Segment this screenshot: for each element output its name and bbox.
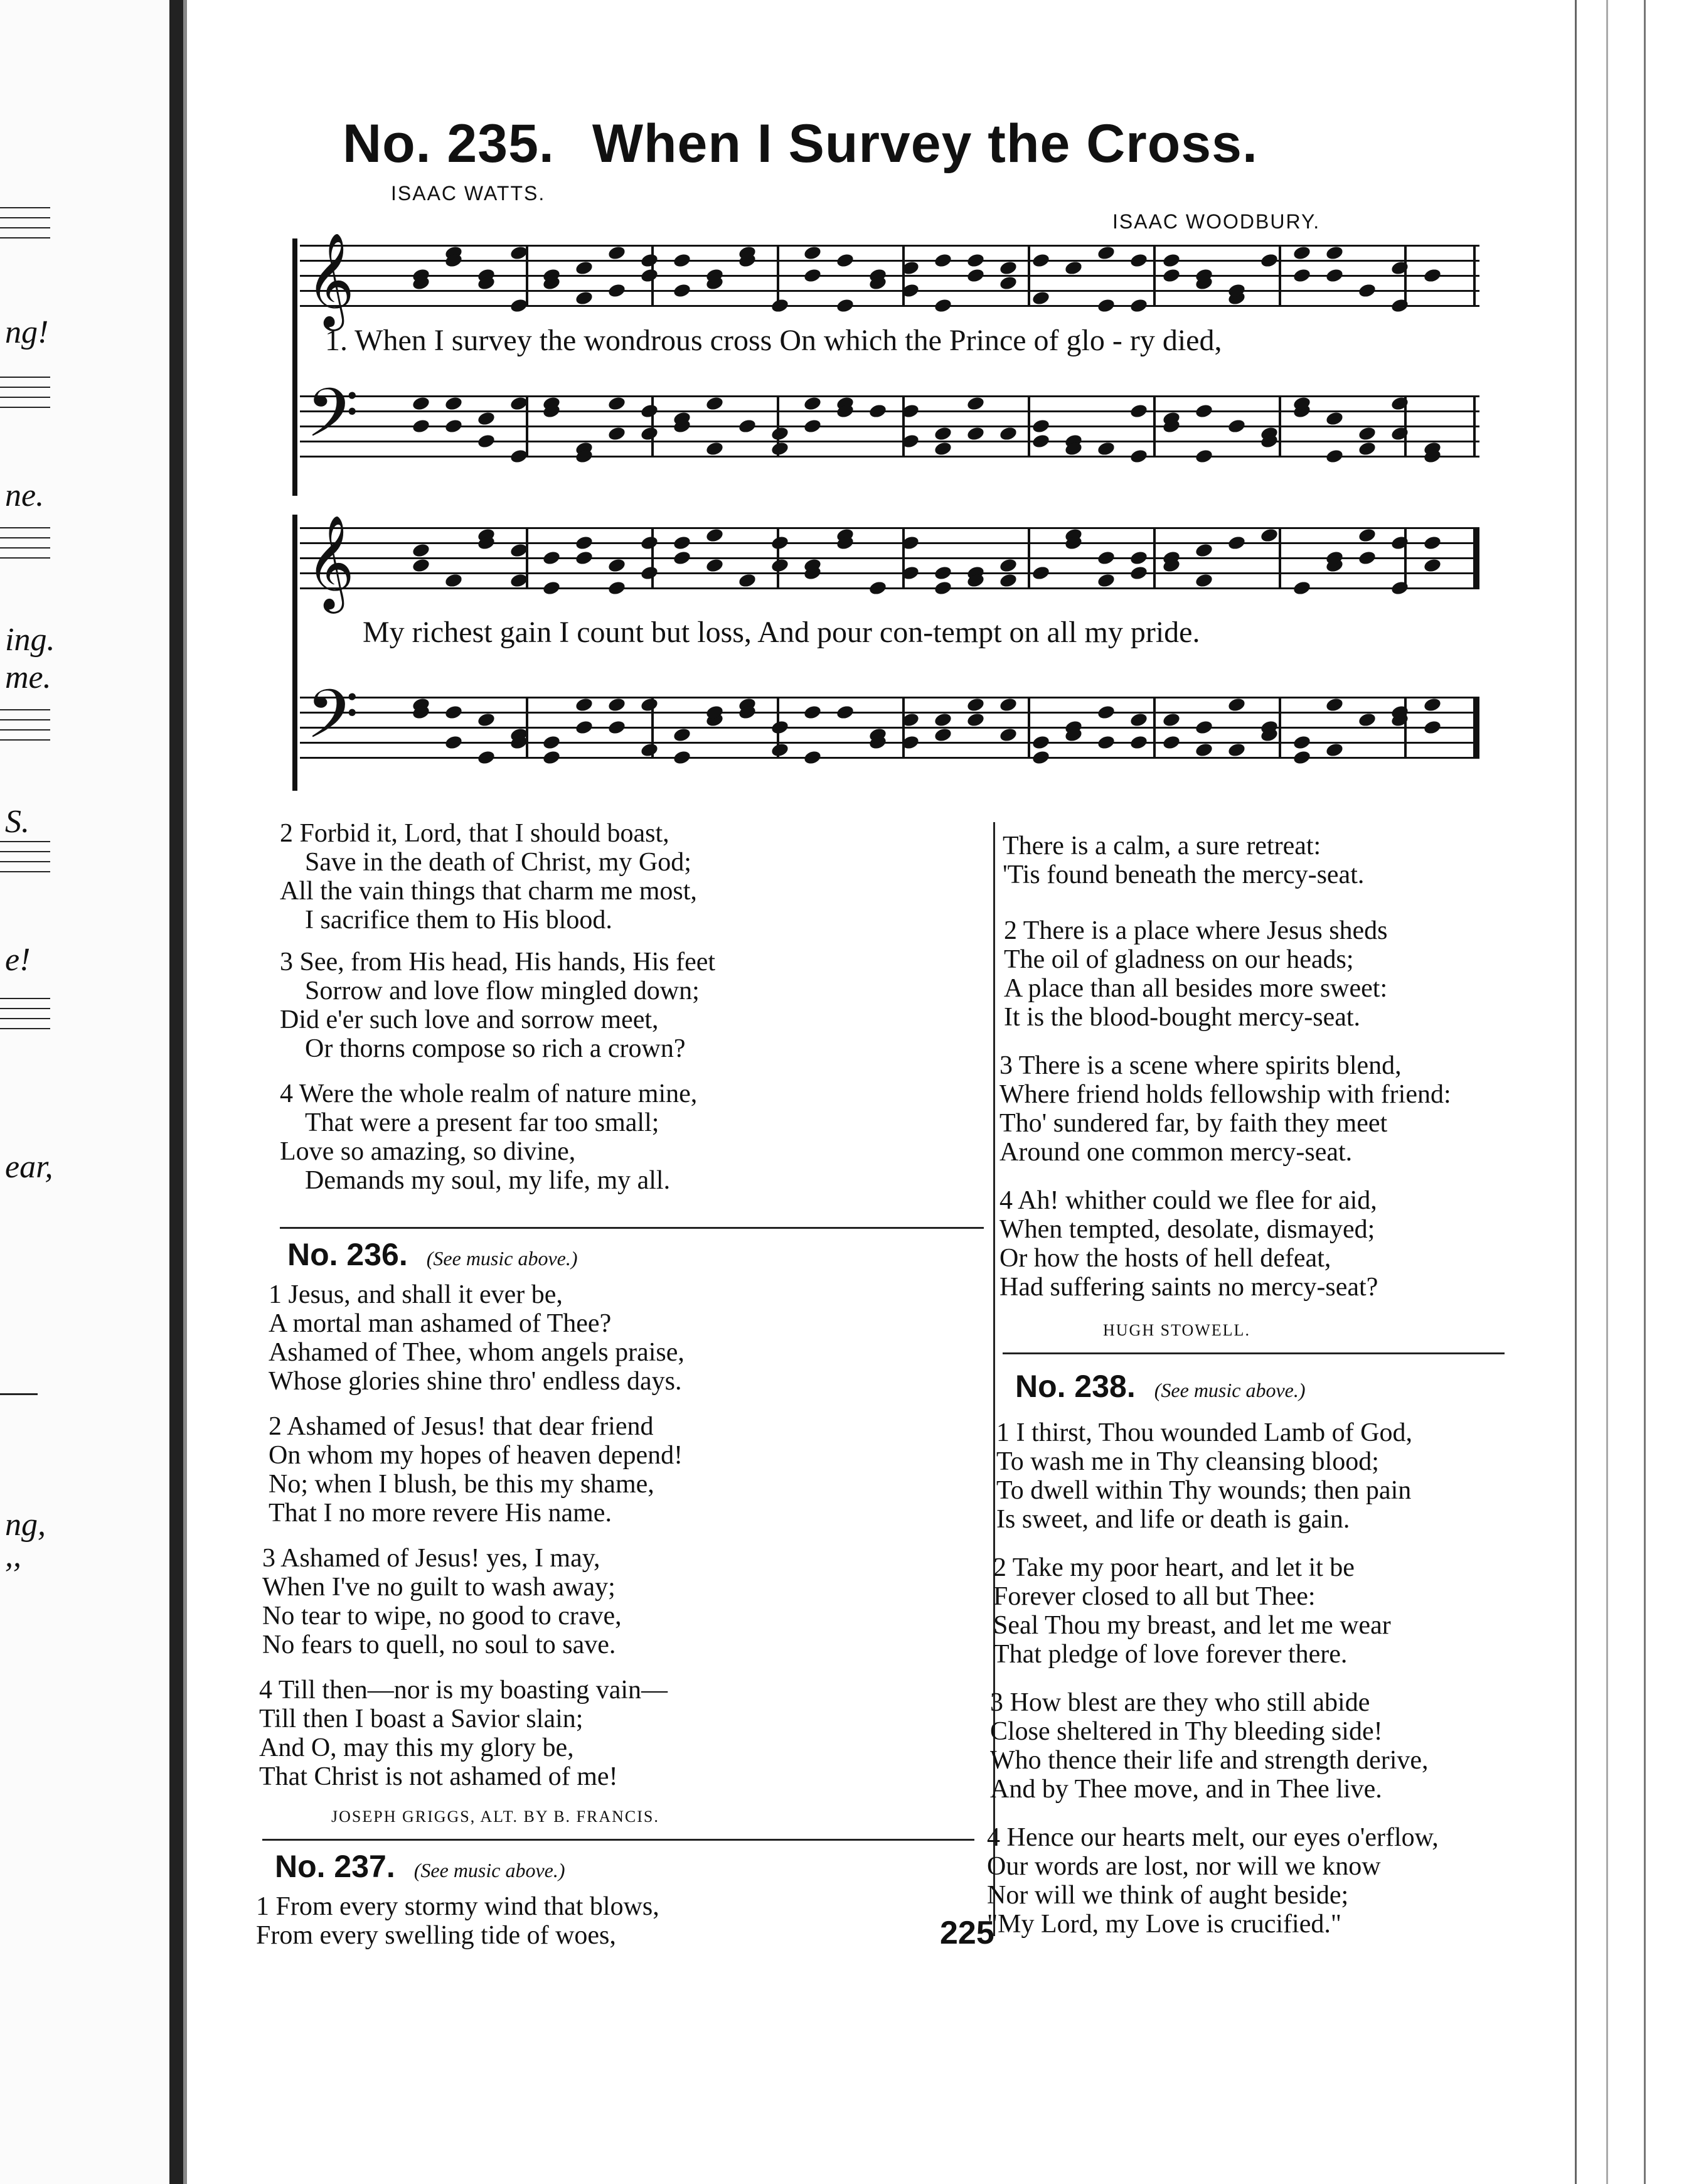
barline: [1404, 527, 1407, 589]
margin-fragment: ,,: [5, 1538, 21, 1574]
note-head: [1423, 535, 1442, 551]
note-head: [575, 697, 594, 713]
note-head: [1195, 448, 1214, 464]
section-divider: [1003, 1352, 1505, 1354]
barline: [1279, 245, 1281, 307]
note-head: [836, 252, 855, 269]
system-bracket: [292, 515, 297, 791]
hymn-237-header: No. 237. (See music above.): [275, 1849, 565, 1884]
note-head: [640, 267, 659, 284]
note-head: [1227, 418, 1247, 434]
note-head: [934, 426, 953, 442]
note-head: [575, 550, 594, 566]
note-head: [1129, 734, 1149, 751]
note-head: [673, 282, 692, 299]
note-head: [966, 252, 986, 269]
note-head: [934, 712, 953, 728]
note-head: [640, 697, 659, 713]
note-head: [1358, 550, 1377, 566]
note-head: [1064, 260, 1084, 276]
note-head: [412, 542, 431, 559]
note-head: [1097, 550, 1116, 566]
note-head: [966, 712, 986, 728]
note-head: [607, 282, 627, 299]
note-head: [770, 426, 790, 442]
facing-page-edge: [0, 0, 169, 2184]
note-head: [1129, 297, 1149, 314]
note-head: [934, 252, 953, 269]
note-head: [1358, 282, 1377, 299]
note-head: [1325, 742, 1345, 758]
note-head: [640, 535, 659, 551]
hymn-238-header: No. 238. (See music above.): [1015, 1369, 1306, 1404]
note-head: [607, 697, 627, 713]
note-head: [770, 719, 790, 736]
hymn-236-verse-4: 4 Till then—nor is my boasting vain— Till then I boast a Savior slain; And O, may this my glory be, That Christ is not ashamed of me!: [259, 1676, 668, 1791]
hymn-236-author: JOSEPH GRIGGS, ALT. BY B. FRANCIS.: [331, 1807, 659, 1826]
note-head: [738, 572, 757, 589]
hymn-237-verse-3: 3 There is a scene where spirits blend, Where friend holds fellowship with friend: Tho' sundered far, by faith they meet Around one common mercy-seat.: [999, 1051, 1451, 1167]
note-head: [477, 712, 496, 728]
note-head: [640, 403, 659, 419]
note-head: [1260, 252, 1279, 269]
note-head: [640, 252, 659, 269]
note-head: [444, 395, 464, 412]
note-head: [999, 557, 1018, 574]
note-head: [1129, 550, 1149, 566]
note-head: [836, 297, 855, 314]
section-divider: [280, 1227, 984, 1229]
hymn-237-verse-4: 4 Ah! whither could we flee for aid, When tempted, desolate, dismayed; Or how the hosts of hell defeat, Had suffering saints no mercy-seat?: [999, 1186, 1378, 1302]
note-head: [934, 565, 953, 581]
note-head: [1031, 565, 1051, 581]
note-head: [770, 535, 790, 551]
note-head: [966, 395, 986, 412]
hymn-235-verse-2: 2 Forbid it, Lord, that I should boast, Save in the death of Christ, my God; All the vain things that charm me most, I sacrifice them to His blood.: [280, 819, 697, 934]
barline: [1473, 395, 1476, 458]
hymn-235-verse-4: 4 Were the whole realm of nature mine, That were a present far too small; Love so amazing, so divine, Demands my soul, my life, my all.: [280, 1079, 698, 1195]
note-head: [705, 395, 725, 412]
note-head: [477, 433, 496, 449]
section-divider: [262, 1839, 974, 1841]
note-head: [966, 426, 986, 442]
music-fragment: [0, 998, 50, 1048]
hymn-237-author: HUGH STOWELL.: [1103, 1321, 1250, 1339]
hymn-number: No. 235.: [343, 114, 555, 174]
treble-clef-icon: 𝄞: [306, 514, 354, 609]
barline: [1473, 527, 1479, 589]
note-head: [1162, 712, 1181, 728]
note-head: [444, 572, 464, 589]
barline: [1279, 697, 1281, 759]
note-head: [673, 550, 692, 566]
barline: [1028, 527, 1030, 589]
note-head: [1292, 734, 1312, 751]
note-head: [1358, 426, 1377, 442]
note-head: [1195, 572, 1214, 589]
note-head: [575, 290, 594, 306]
note-head: [836, 704, 855, 720]
note-head: [705, 557, 725, 574]
divider: [0, 1393, 38, 1395]
note-head: [1227, 742, 1247, 758]
hymn-237-verse-2: 2 There is a place where Jesus sheds The oil of gladness on our heads; A place than all besides more sweet: It is the blood-bought mercy-seat.: [1004, 916, 1388, 1032]
note-head: [868, 403, 888, 419]
barline: [1153, 697, 1156, 759]
note-head: [1423, 697, 1442, 713]
note-head: [999, 697, 1018, 713]
barline: [1153, 245, 1156, 307]
hymn-237-verse-1: 1 From every stormy wind that blows, From every swelling tide of woes,: [256, 1892, 659, 1950]
note-head: [1325, 267, 1345, 284]
note-head: [1162, 267, 1181, 284]
note-head: [1031, 290, 1051, 306]
note-head: [966, 697, 986, 713]
note-head: [444, 704, 464, 720]
note-head: [607, 245, 627, 261]
note-head: [673, 749, 692, 766]
note-head: [1031, 252, 1051, 269]
barline: [1028, 697, 1030, 759]
note-head: [1129, 565, 1149, 581]
note-head: [999, 275, 1018, 291]
page-number: 225: [940, 1915, 994, 1951]
note-head: [934, 297, 953, 314]
note-head: [1325, 245, 1345, 261]
hymn-236-verse-1: 1 Jesus, and shall it ever be, A mortal man ashamed of Thee? Ashamed of Thee, whom angels praise, Whose glories shine thro' endless days.: [269, 1280, 685, 1396]
margin-fragment: ear,: [5, 1149, 53, 1185]
words-author: ISAAC WATTS.: [391, 182, 546, 205]
note-head: [868, 580, 888, 596]
music-fragment: [0, 841, 50, 891]
music-system-1: [300, 226, 1479, 508]
note-head: [934, 580, 953, 596]
page-title: [343, 113, 1258, 175]
bass-staff: [300, 373, 1479, 469]
hymn-238-verse-4: 4 Hence our hearts melt, our eyes o'erflow, Our words are lost, nor will we know Nor will we think of aught beside; "My Lord, my Love is crucified.": [987, 1823, 1439, 1939]
note-head: [1097, 734, 1116, 751]
note-head: [1292, 749, 1312, 766]
note-head: [803, 749, 823, 766]
margin-fragment: ing.: [5, 622, 55, 658]
barline: [902, 395, 905, 458]
note-head: [640, 565, 659, 581]
note-head: [1097, 704, 1116, 720]
note-head: [705, 441, 725, 457]
note-head: [803, 418, 823, 434]
note-head: [1162, 734, 1181, 751]
barline: [1153, 395, 1156, 458]
note-head: [1423, 557, 1442, 574]
margin-fragment: ng,: [5, 1507, 46, 1543]
note-head: [575, 260, 594, 276]
note-head: [770, 441, 790, 457]
note-head: [1325, 410, 1345, 427]
note-head: [803, 245, 823, 261]
note-head: [705, 527, 725, 543]
note-head: [1097, 441, 1116, 457]
note-head: [673, 252, 692, 269]
note-head: [607, 395, 627, 412]
note-head: [607, 580, 627, 596]
note-head: [934, 441, 953, 457]
book-gutter: [169, 0, 183, 2184]
note-head: [673, 535, 692, 551]
hymnal-page: [187, 0, 1550, 2184]
note-head: [477, 749, 496, 766]
note-head: [1031, 749, 1051, 766]
note-head: [673, 727, 692, 743]
margin-fragment: ne.: [5, 478, 45, 513]
note-head: [1227, 697, 1247, 713]
music-composer: ISAAC WOODBURY.: [1112, 210, 1321, 233]
music-system-2: [300, 515, 1479, 797]
note-head: [640, 742, 659, 758]
note-head: [999, 727, 1018, 743]
barline: [902, 527, 905, 589]
note-head: [444, 734, 464, 751]
page-edge: [1550, 0, 1684, 2184]
barline: [902, 697, 905, 759]
barline: [1404, 245, 1407, 307]
note-head: [1031, 418, 1051, 434]
note-head: [575, 719, 594, 736]
note-head: [1358, 441, 1377, 457]
margin-fragment: me.: [5, 660, 51, 695]
barline: [1473, 697, 1479, 759]
barline: [1404, 697, 1407, 759]
barline: [1473, 245, 1476, 307]
music-fragment: [0, 377, 50, 427]
note-head: [412, 395, 431, 412]
note-head: [412, 557, 431, 574]
note-head: [803, 704, 823, 720]
hymn-238-verse-3: 3 How blest are they who still abide Close sheltered in Thy bleeding side! Who thence their life and strength derive, And by Thee move, and in Thee live.: [990, 1688, 1429, 1804]
note-head: [607, 426, 627, 442]
note-head: [1325, 448, 1345, 464]
margin-fragment: ng!: [5, 314, 49, 350]
note-head: [542, 550, 562, 566]
note-head: [1260, 527, 1279, 543]
note-head: [542, 749, 562, 766]
note-head: [1195, 742, 1214, 758]
bass-staff: [300, 675, 1479, 770]
note-head: [640, 426, 659, 442]
hymn-237-verse-1-cont: There is a calm, a sure retreat: 'Tis found beneath the mercy-seat.: [1003, 832, 1365, 889]
bass-clef-icon: 𝄢: [306, 675, 359, 770]
note-head: [1358, 527, 1377, 543]
barline: [902, 245, 905, 307]
note-head: [607, 719, 627, 736]
note-head: [803, 395, 823, 412]
note-head: [934, 727, 953, 743]
note-head: [1292, 267, 1312, 284]
note-head: [542, 734, 562, 751]
barline: [1279, 395, 1281, 458]
note-head: [1227, 535, 1247, 551]
note-head: [738, 418, 757, 434]
note-head: [1423, 267, 1442, 284]
note-head: [1195, 403, 1214, 419]
note-head: [575, 535, 594, 551]
margin-fragment: S.: [5, 804, 29, 840]
barline: [1028, 395, 1030, 458]
music-fragment: [0, 207, 50, 257]
treble-staff: [300, 514, 1479, 609]
hymn-title: When I Survey the Cross.: [592, 114, 1258, 174]
note-head: [1097, 245, 1116, 261]
note-head: [1292, 580, 1312, 596]
note-head: [1031, 734, 1051, 751]
barline: [777, 245, 779, 307]
music-fragment: [0, 709, 50, 759]
note-head: [1423, 719, 1442, 736]
music-fragment: [0, 527, 50, 577]
hymn-236-header: No. 236. (See music above.): [287, 1237, 578, 1272]
note-head: [1097, 297, 1116, 314]
note-head: [477, 410, 496, 427]
lyric-line: 1. When I survey the wondrous cross On which the Prince of glo - ry died,: [325, 324, 1222, 357]
note-head: [1031, 433, 1051, 449]
note-head: [444, 418, 464, 434]
note-head: [770, 557, 790, 574]
note-head: [1162, 252, 1181, 269]
note-head: [770, 742, 790, 758]
barline: [1028, 245, 1030, 307]
hymn-235-verse-3: 3 See, from His head, His hands, His feet Sorrow and love flow mingled down; Did e'er such love and sorrow meet, Or thorns compose so rich a crown?: [280, 948, 716, 1063]
note-head: [770, 297, 790, 314]
hymn-236-verse-2: 2 Ashamed of Jesus! that dear friend On whom my hopes of heaven depend! No; when I blush, be this my shame, That I no more revere His name.: [269, 1412, 683, 1528]
note-head: [1129, 448, 1149, 464]
note-head: [999, 426, 1018, 442]
margin-fragment: e!: [5, 942, 31, 978]
barline: [1279, 527, 1281, 589]
treble-clef-icon: 𝄞: [306, 232, 354, 327]
note-head: [1097, 572, 1116, 589]
note-head: [542, 580, 562, 596]
lyric-line: My richest gain I count but loss, And pour con-tempt on all my pride.: [363, 616, 1200, 649]
note-head: [1195, 719, 1214, 736]
note-head: [1325, 697, 1345, 713]
note-head: [999, 260, 1018, 276]
system-bracket: [292, 238, 297, 496]
barline: [1153, 527, 1156, 589]
note-head: [1129, 403, 1149, 419]
hymn-238-verse-2: 2 Take my poor heart, and let it be Forever closed to all but Thee: Seal Thou my breast, and let me wear That pledge of love forever there.: [993, 1553, 1391, 1669]
note-head: [607, 557, 627, 574]
note-head: [999, 572, 1018, 589]
hymn-236-verse-3: 3 Ashamed of Jesus! yes, I may, When I've no guilt to wash away; No tear to wipe, no good to crave, No fears to quell, no soul to save.: [262, 1544, 622, 1659]
note-head: [1129, 252, 1149, 269]
note-head: [966, 267, 986, 284]
note-head: [1195, 542, 1214, 559]
treble-staff: [300, 232, 1479, 327]
barline: [526, 697, 528, 759]
note-head: [803, 267, 823, 284]
note-head: [1129, 712, 1149, 728]
note-head: [1292, 245, 1312, 261]
note-head: [412, 418, 431, 434]
bass-clef-icon: 𝄢: [306, 373, 359, 469]
note-head: [1358, 712, 1377, 728]
hymn-238-verse-1: 1 I thirst, Thou wounded Lamb of God, To wash me in Thy cleansing blood; To dwell within Thy wounds; then pain Is sweet, and life or death is gain.: [996, 1418, 1412, 1534]
